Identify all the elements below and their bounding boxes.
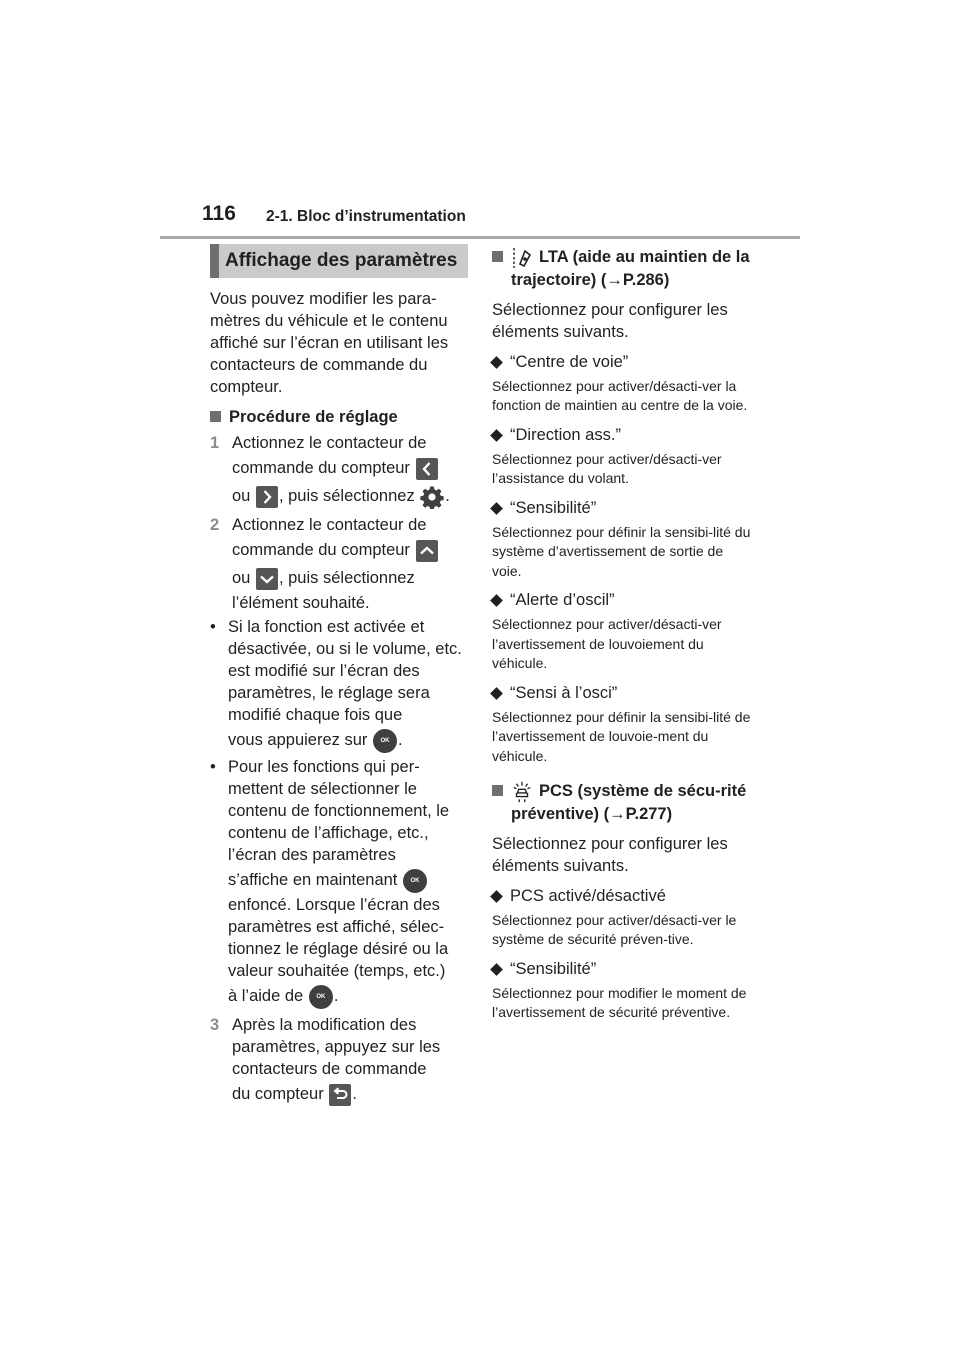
option-title: “Alerte d’oscil” — [510, 591, 615, 610]
option-title: “Sensibilité” — [510, 959, 597, 978]
option-description: Sélectionnez pour définir la sensibi-lité du système d’avertissement de sortie de voie. — [492, 523, 751, 579]
option-description: Sélectionnez pour activer/désacti-ver la fonction de maintien au centre de la voie. — [492, 377, 748, 414]
option-description: Sélectionnez pour activer/désacti-ver l’assistance du volant. — [492, 450, 722, 487]
square-bullet-icon — [492, 785, 503, 796]
diamond-bullet-icon — [490, 963, 503, 976]
subheading-pcs: PCS (système de sécu-rité préventive) (→P.277) — [492, 780, 754, 825]
pcs-option-list — [492, 885, 754, 1023]
intro-paragraph: Vous pouvez modifier les para-mètres du véhicule et le contenu affiché sur l’écran en utilisant les contacteurs de commande du compteur. — [210, 290, 449, 396]
right-column — [492, 246, 754, 1023]
option-title: “Sensi à l’osci” — [510, 683, 618, 702]
bullet-note-2: • Pour les fonctions qui per-mettent de sélectionner le contenu de fonctionnement, le contenu de l’affichage, etc., l’écran des paramètres s’affiche en maintenant OK enfoncé. Lorsque l’écran des paramètres est affiché, sélec-tionnez le réglage désiré ou la valeur souhaitée (temps, etc.) à l’aide de OK . — [210, 756, 472, 1010]
lta-intro: Sélectionnez pour configurer les éléments suivants. — [492, 300, 728, 341]
ok-button-icon: OK — [403, 869, 427, 893]
lane-trace-icon — [511, 247, 533, 269]
pcs-intro: Sélectionnez pour configurer les éléments suivants. — [492, 834, 728, 875]
ok-button-icon: OK — [309, 985, 333, 1009]
step-2: 2 Actionnez le contacteur de commande du compteur ou , puis sélectionnez l’élément souhaité. — [210, 514, 472, 614]
subheading-lta: LTA (aide au maintien de la trajectoire) (→P.286) — [492, 246, 754, 291]
option-item — [492, 682, 754, 704]
left-column — [210, 244, 472, 1108]
page-header — [160, 200, 800, 239]
chevron-right-icon — [256, 486, 278, 508]
bullet-note-1: • Si la fonction est activée et désactivée, ou si le volume, etc. est modifié sur l’écran des paramètres, le réglage sera modifié chaque fois que vous appuierez sur OK . — [210, 616, 472, 754]
chevron-up-icon — [416, 540, 438, 562]
step-3: 3 Après la modification des paramètres, appuyez sur les contacteurs de commande du compteur . — [210, 1014, 472, 1108]
chevron-left-icon — [416, 458, 438, 480]
ok-button-icon: OK — [373, 729, 397, 753]
option-item — [492, 958, 754, 980]
option-title: “Sensibilité” — [510, 498, 597, 517]
lta-option-list — [492, 351, 754, 767]
option-description: Sélectionnez pour activer/désacti-ver le système de sécurité préven-tive. — [492, 911, 737, 948]
option-description: Sélectionnez pour activer/désacti-ver l’avertissement de louvoiement du véhicule. — [492, 616, 722, 672]
diamond-bullet-icon — [490, 890, 503, 903]
square-bullet-icon — [210, 411, 221, 422]
chevron-down-icon — [256, 568, 278, 590]
gear-icon — [420, 485, 444, 509]
diamond-bullet-icon — [490, 687, 503, 700]
step-number: 2 — [210, 516, 220, 534]
option-title: “Direction ass.” — [510, 425, 621, 444]
pre-collision-icon — [511, 781, 533, 803]
option-item — [492, 589, 754, 611]
option-item — [492, 351, 754, 373]
option-item — [492, 497, 754, 519]
option-item — [492, 885, 754, 907]
option-title: “Centre de voie” — [510, 352, 629, 371]
step-number: 3 — [210, 1016, 220, 1034]
section-title: 2-1. Bloc d’instrumentation — [266, 208, 466, 225]
diamond-bullet-icon — [490, 594, 503, 607]
diamond-bullet-icon — [490, 429, 503, 442]
subheading-procedure: Procédure de réglage — [210, 406, 472, 428]
option-item — [492, 424, 754, 446]
diamond-bullet-icon — [490, 356, 503, 369]
step-1: 1 Actionnez le contacteur de commande du compteur ou , puis sélectionnez . — [210, 432, 472, 510]
option-description: Sélectionnez pour modifier le moment de l’avertissement de sécurité préventive. — [492, 984, 747, 1021]
section-box-title: Affichage des paramètres — [210, 244, 468, 278]
back-arrow-icon — [329, 1084, 351, 1106]
step-number: 1 — [210, 434, 220, 452]
diamond-bullet-icon — [490, 502, 503, 515]
square-bullet-icon — [492, 251, 503, 262]
option-title: PCS activé/désactivé — [510, 886, 666, 905]
page-number: 116 — [202, 202, 236, 225]
option-description: Sélectionnez pour définir la sensibi-lité de l’avertissement de louvoie-ment du véhicule. — [492, 708, 751, 764]
